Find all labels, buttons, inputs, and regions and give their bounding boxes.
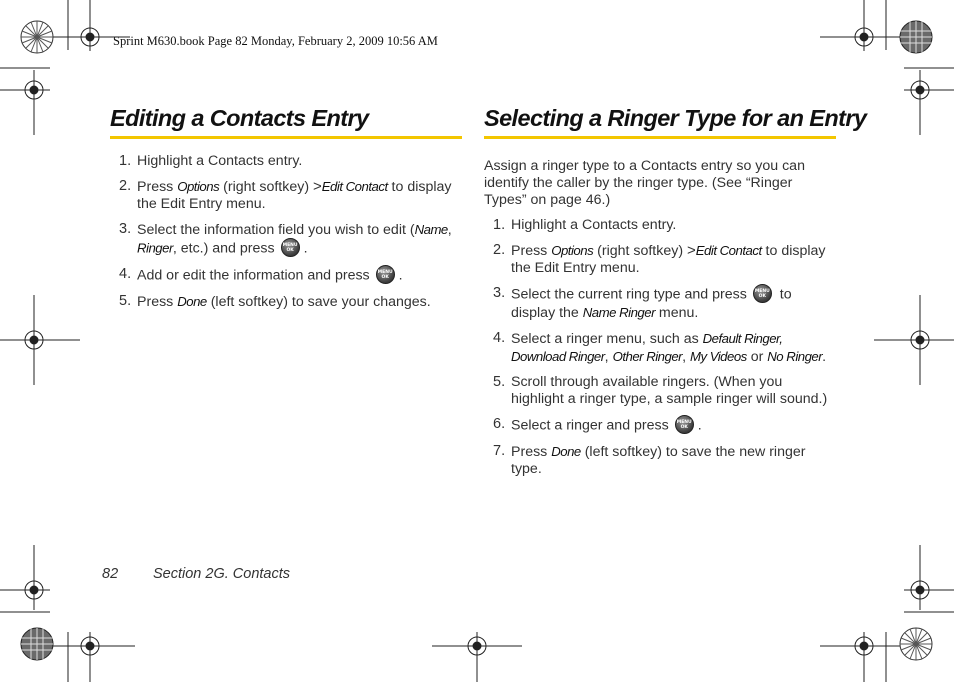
step-text: Scroll through available ringers. (When you highlight a ringer type, a sample ringer will sound.) [511,374,828,407]
softkey-label: Options [177,179,220,194]
step-text: Highlight a Contacts entry. [137,153,303,169]
list-item [484,443,836,478]
step-number: 1. [493,217,506,233]
step-text: to display the Edit Entry menu. [137,179,452,212]
menu-separator: > [313,178,322,195]
list-item [484,285,836,322]
ringer-menu-label: My Videos [689,349,747,364]
menu-ok-key-icon: MENU OK [281,238,300,257]
step-number: 7. [493,443,506,459]
menu-option-label: Edit Contact [321,179,388,194]
page-number: 82 [102,566,119,582]
step-text: Press [137,294,178,310]
step-text: (right softkey) [219,179,313,195]
step-number: 2. [493,242,506,258]
step-text: or [746,349,768,365]
step-number: 4. [119,266,132,282]
step-number: 5. [493,374,506,390]
step-number: 2. [119,178,132,194]
list-item [110,221,462,258]
step-text: menu. [654,305,699,321]
step-text: Select the current ring type and press [511,286,747,303]
list-item [484,374,836,408]
step-text: , [682,349,690,365]
ringer-intro: Assign a ringer type to a Contacts entry so you can identify the caller by the ringer type. (See “Ringer Types” on page 46.) [484,158,805,208]
step-number: 1. [119,153,132,169]
step-text: . [303,240,308,257]
step-text: Add or edit the information and press [137,267,370,284]
ringer-menu-label: Other Ringer [612,349,683,364]
ringer-heading: Selecting a Ringer Type for an Entry [484,104,836,139]
softkey-label: Done [551,444,581,459]
step-text: Highlight a Contacts entry. [511,217,677,233]
menu-option-label: Edit Contact [695,243,762,258]
field-name-label: Ringer [137,240,173,256]
menu-ok-key-icon: MENU OK [675,415,694,434]
step-text: Select a ringer menu, such as [511,331,703,347]
step-text: . [398,267,403,284]
step-number: 5. [119,293,132,309]
list-item [484,330,836,366]
ringer-section [484,104,867,486]
step-text: . [822,349,827,365]
menu-name-label: Name Ringer [582,305,655,320]
step-text: to display the Edit Entry menu. [511,243,826,276]
step-number: 3. [493,285,506,301]
menu-separator: > [687,242,696,259]
step-text: Press [137,179,178,195]
ringer-menu-label: Default Ringer, Download Ringer [511,331,783,364]
step-text: to display the [511,286,792,321]
editing-steps [110,153,462,311]
section-title: Section 2G. Contacts [153,566,291,582]
step-text: Press [511,444,552,460]
list-item [110,293,462,311]
step-text: , [604,349,613,365]
softkey-label: Options [551,243,594,258]
step-number: 4. [493,330,506,346]
list-item [110,266,462,285]
step-text: Press [511,243,552,259]
ringer-steps [484,217,836,478]
list-item [484,416,836,435]
step-text: , etc.) and press [172,240,275,257]
menu-ok-key-icon: MENU OK [376,265,395,284]
step-text: Select a ringer and press [511,417,669,434]
step-text: (right softkey) [593,243,687,259]
ringer-menu-label: No Ringer [767,349,823,364]
field-name-label: Name [414,222,448,237]
list-item [110,178,462,213]
step-text: . [697,417,702,434]
editing-heading: Editing a Contacts Entry [110,104,462,139]
editing-section [110,104,462,319]
softkey-label: Done [177,294,207,309]
step-text: (left softkey) to save your changes. [206,294,431,310]
step-text: (left softkey) to save the new ringer type. [511,444,806,477]
list-item [110,153,462,170]
step-number: 6. [493,416,506,432]
step-text: Select the information field you wish to edit ( [137,222,415,238]
step-number: 3. [119,221,132,237]
print-slug-line: Sprint M630.book Page 82 Monday, February 2, 2009 10:56 AM [113,34,438,48]
list-item [484,242,836,277]
step-text: , [447,222,452,238]
menu-ok-key-icon: MENU OK [753,284,772,303]
list-item [484,217,836,234]
